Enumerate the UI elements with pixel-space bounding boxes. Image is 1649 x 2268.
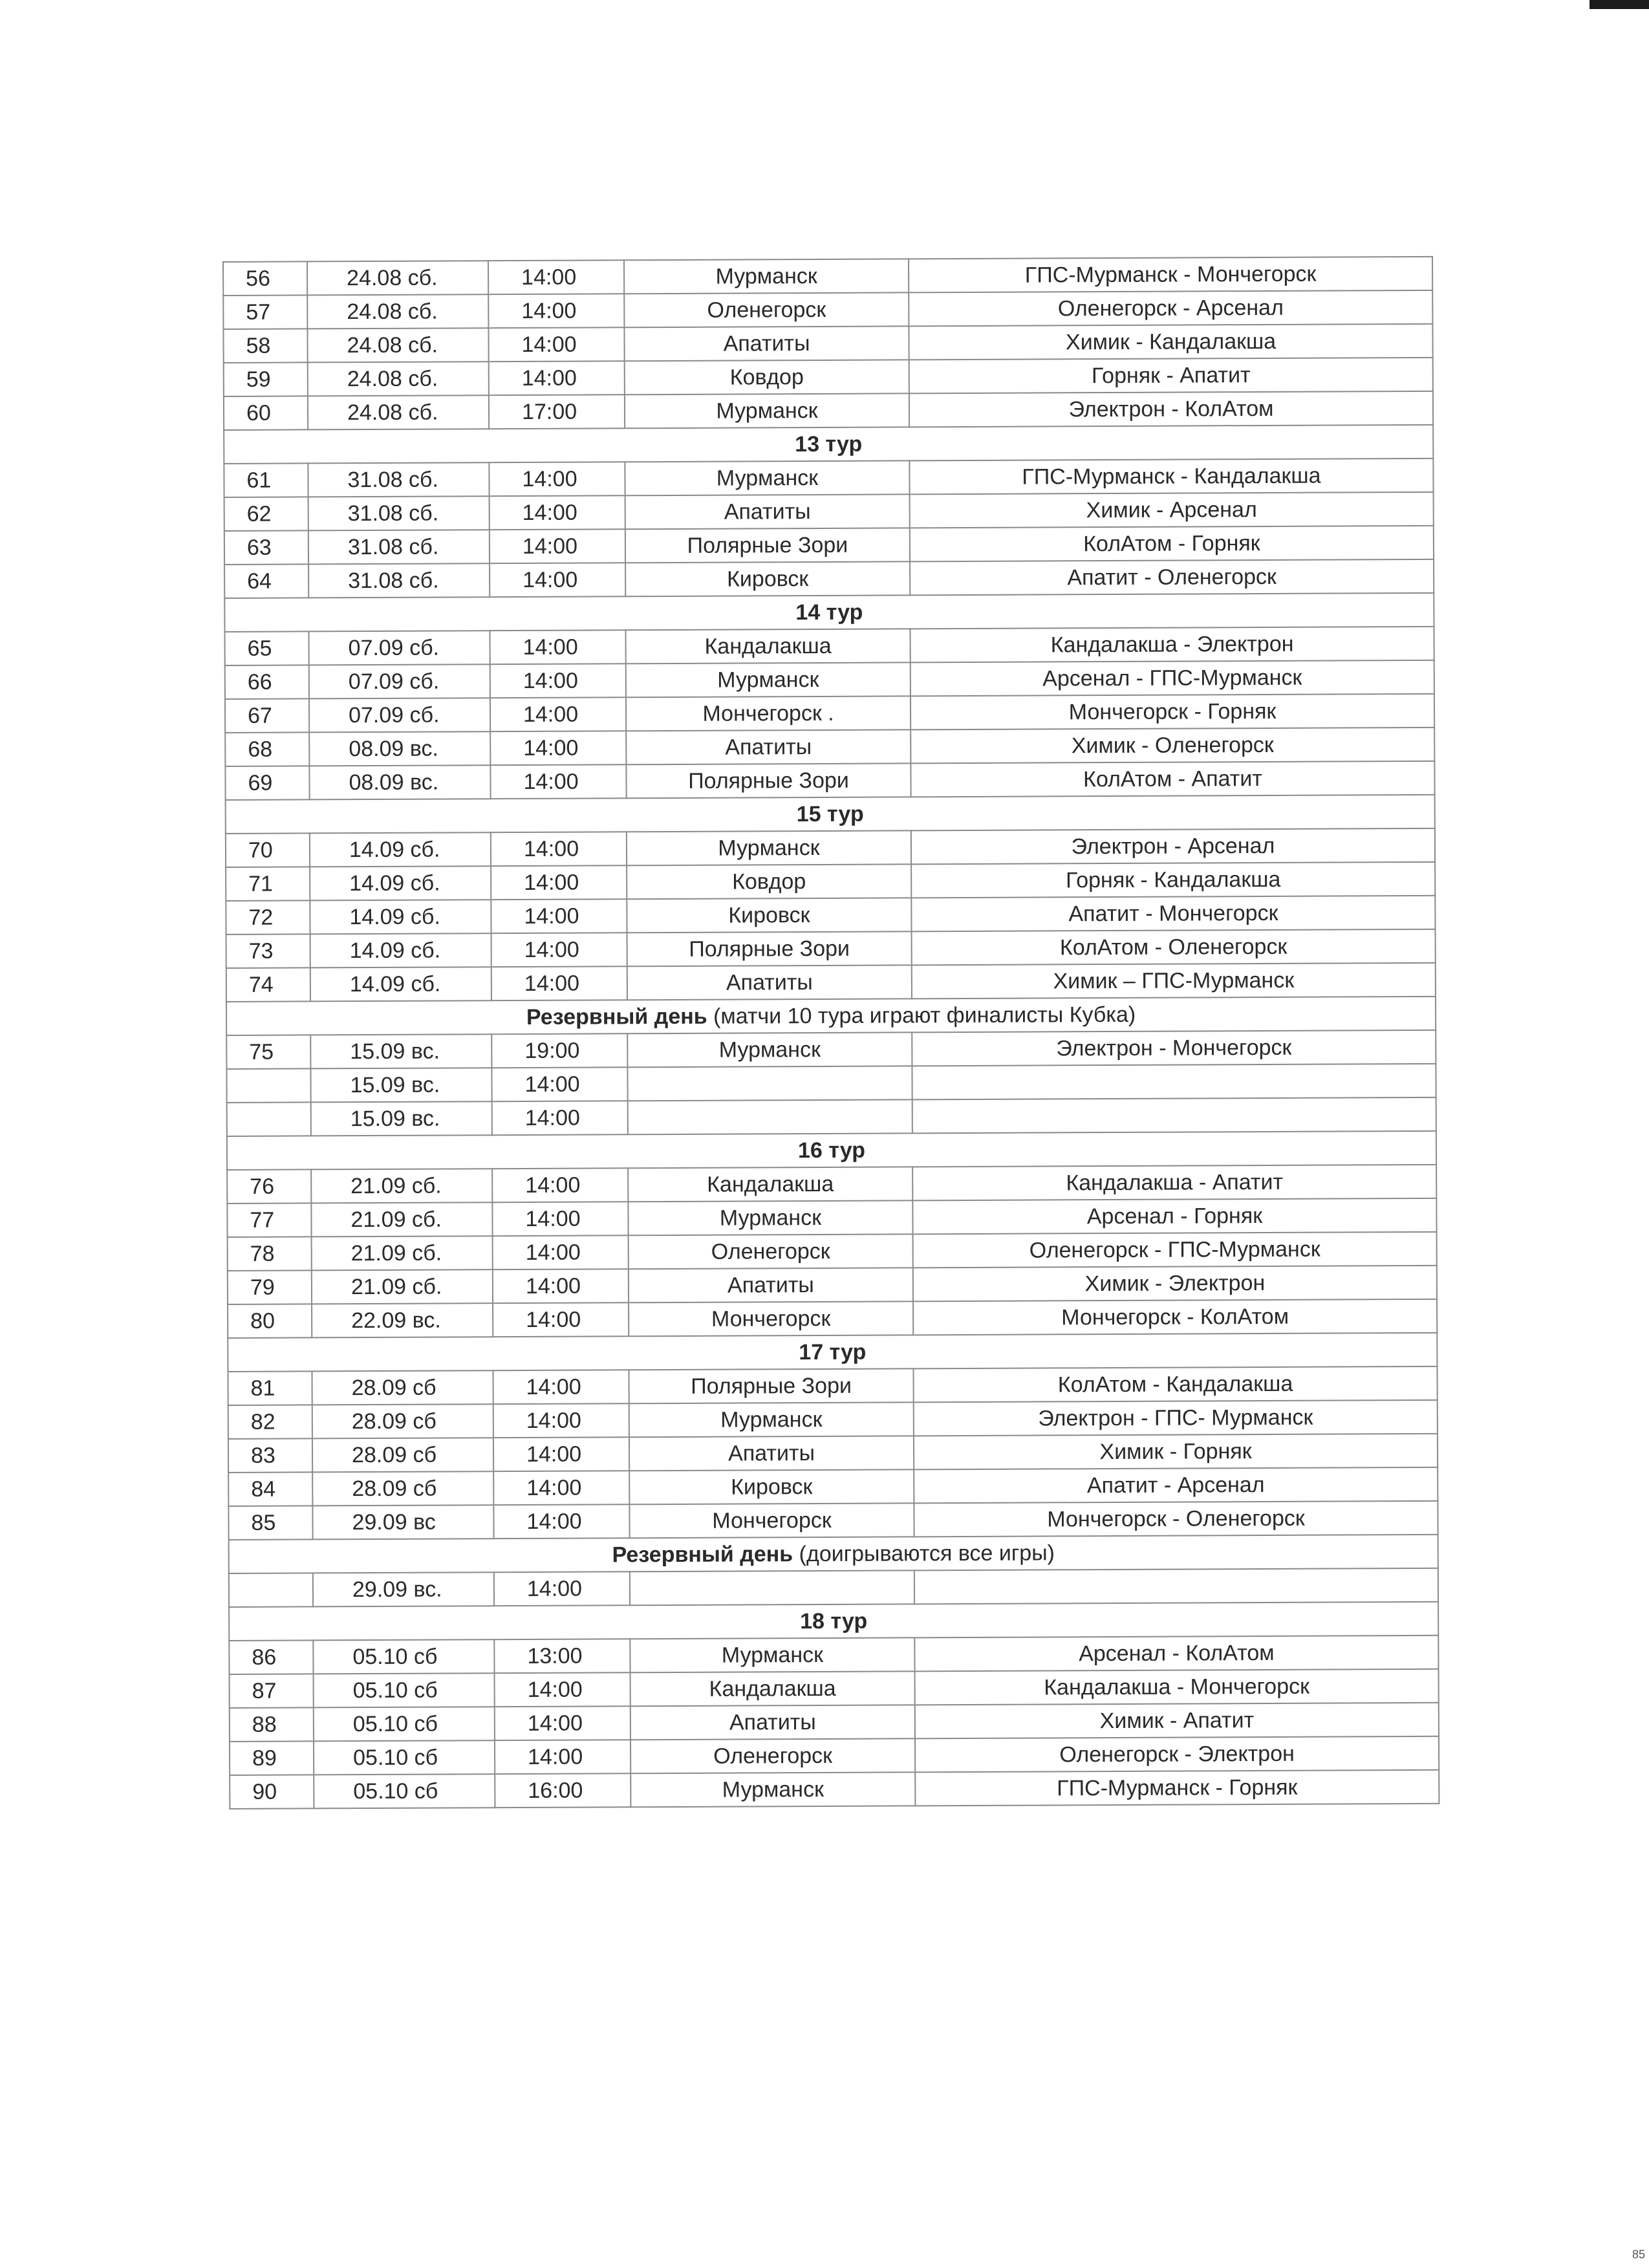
match-date: 07.09 сб.	[309, 664, 490, 698]
round-header-row	[224, 593, 1434, 632]
match-number: 89	[230, 1741, 314, 1775]
match-teams: Арсенал - КолАтом	[914, 1636, 1438, 1672]
match-teams: ГПС-Мурманск - Кандалакша	[909, 459, 1433, 495]
match-venue	[627, 1066, 912, 1101]
match-teams: Химик - Арсенал	[910, 492, 1434, 528]
match-date: 05.10 сб	[313, 1639, 494, 1674]
match-row	[225, 627, 1434, 665]
reserve-day-row	[229, 1535, 1438, 1573]
match-date: 05.10 сб	[314, 1774, 495, 1808]
match-date: 21.09 сб.	[312, 1236, 493, 1270]
match-teams: Оленегорск - ГПС-Мурманск	[913, 1232, 1437, 1268]
match-venue: Ковдор	[625, 360, 909, 394]
round-title: 17 тур	[228, 1333, 1437, 1372]
match-date: 24.08 сб.	[307, 261, 488, 295]
round-title: 16 тур	[227, 1131, 1436, 1170]
match-teams: Апатит - Оленегорск	[910, 559, 1434, 596]
match-time: 14:00	[493, 1235, 629, 1269]
match-number: 80	[228, 1304, 312, 1338]
match-teams: Горняк - Апатит	[909, 358, 1433, 394]
match-venue: Мончегорск	[629, 1503, 914, 1538]
match-time: 14:00	[490, 731, 626, 765]
match-row	[227, 1198, 1436, 1237]
match-row	[228, 1232, 1437, 1271]
match-date: 14.09 сб.	[310, 866, 491, 900]
match-number: 83	[228, 1438, 312, 1473]
match-row	[225, 728, 1434, 766]
match-teams: ГПС-Мурманск - Горняк	[915, 1770, 1439, 1806]
match-date: 21.09 сб.	[312, 1269, 493, 1304]
match-number: 81	[228, 1371, 312, 1405]
match-date: 05.10 сб	[314, 1707, 495, 1741]
match-row	[225, 694, 1434, 733]
match-row	[228, 1467, 1438, 1506]
match-row	[228, 1501, 1438, 1540]
match-venue: Ковдор	[627, 864, 911, 899]
match-teams	[912, 1064, 1436, 1100]
match-venue: Апатиты	[629, 1436, 914, 1471]
round-header-row	[227, 1131, 1436, 1170]
match-row	[224, 459, 1433, 497]
match-venue: Кировск	[629, 1469, 914, 1504]
match-date: 14.09 сб.	[310, 832, 491, 867]
match-date: 28.09 сб	[312, 1370, 493, 1405]
match-row	[226, 862, 1435, 901]
match-date: 07.09 сб.	[309, 698, 490, 732]
match-number: 73	[226, 934, 310, 968]
match-teams: Химик - Апатит	[915, 1703, 1439, 1739]
round-title: 18 тур	[229, 1602, 1438, 1641]
match-date: 29.09 вс	[312, 1505, 493, 1539]
match-time: 14:00	[493, 1269, 629, 1303]
match-number: 67	[225, 698, 309, 733]
match-number: 57	[223, 295, 307, 329]
match-row	[226, 828, 1435, 867]
match-teams: Арсенал - ГПС-Мурманск	[911, 660, 1434, 697]
match-row	[223, 257, 1432, 296]
match-teams: Электрон - КолАтом	[909, 391, 1433, 427]
match-date: 24.08 сб.	[307, 328, 488, 362]
match-row	[225, 660, 1434, 699]
match-number: 63	[224, 530, 308, 565]
round-title: 14 тур	[224, 593, 1434, 632]
match-number: 90	[230, 1775, 314, 1809]
match-number: 71	[226, 867, 310, 901]
match-date: 05.10 сб	[314, 1673, 495, 1707]
match-row	[228, 1434, 1438, 1473]
match-time: 14:00	[490, 630, 625, 664]
match-date: 22.09 вс.	[312, 1303, 493, 1337]
match-date: 15.09 вс.	[311, 1101, 492, 1136]
match-venue: Кандалакша	[628, 1167, 912, 1202]
match-teams: Мончегорск - Оленегорск	[914, 1501, 1438, 1537]
match-date: 15.09 вс.	[310, 1068, 491, 1102]
match-time: 14:00	[493, 1504, 629, 1539]
match-number	[229, 1573, 313, 1607]
match-time: 14:00	[488, 327, 624, 362]
match-row	[227, 1165, 1436, 1204]
match-venue: Апатиты	[624, 326, 909, 361]
match-teams: Химик - Электрон	[913, 1266, 1437, 1302]
match-row	[224, 391, 1433, 430]
match-venue: Апатиты	[629, 1268, 913, 1302]
match-time: 14:00	[490, 764, 626, 799]
reserve-day-description: (доигрываются все игры)	[793, 1540, 1055, 1566]
match-number: 65	[225, 631, 309, 665]
match-row	[223, 290, 1432, 329]
match-time: 14:00	[495, 1706, 630, 1740]
schedule-body	[223, 257, 1439, 1809]
match-number: 82	[228, 1405, 312, 1439]
match-venue	[630, 1570, 914, 1605]
match-time: 14:00	[489, 462, 625, 496]
schedule-sheet	[222, 256, 1438, 1809]
match-venue: Мурманск	[625, 393, 909, 428]
match-time: 14:00	[493, 1403, 629, 1438]
match-row	[226, 929, 1436, 968]
match-time: 14:00	[493, 1437, 629, 1471]
match-row	[230, 1736, 1439, 1775]
match-row	[226, 896, 1435, 934]
match-teams: КолАтом - Апатит	[911, 761, 1434, 797]
match-time: 14:00	[490, 563, 625, 597]
match-time: 14:00	[491, 865, 627, 900]
match-date: 14.09 сб.	[310, 967, 491, 1001]
match-date: 24.08 сб.	[308, 362, 489, 396]
round-header-row	[226, 795, 1435, 834]
match-venue: Мончегорск	[629, 1301, 913, 1336]
match-row	[224, 526, 1434, 565]
match-number: 69	[225, 766, 309, 800]
match-date: 28.09 сб	[312, 1438, 493, 1472]
match-venue: Кандалакша	[630, 1671, 915, 1706]
match-row	[228, 1266, 1437, 1304]
match-teams: Химик - Горняк	[914, 1434, 1438, 1470]
match-number: 78	[228, 1237, 312, 1271]
match-row	[230, 1669, 1439, 1708]
match-teams: Кандалакша - Мончегорск	[915, 1669, 1439, 1705]
match-venue: Мончегорск .	[626, 696, 911, 731]
match-row	[223, 324, 1432, 363]
match-row	[230, 1770, 1439, 1809]
round-header-row	[224, 425, 1433, 464]
match-venue: Апатиты	[630, 1705, 915, 1740]
match-venue: Мурманск	[627, 1032, 912, 1067]
match-venue: Кандалакша	[625, 629, 910, 664]
match-teams: КолАтом - Оленегорск	[912, 929, 1436, 966]
reserve-day-label: Резервный день	[612, 1541, 793, 1567]
match-teams: Апатит - Арсенал	[914, 1467, 1438, 1504]
match-time: 13:00	[494, 1639, 630, 1673]
match-date: 14.09 сб.	[310, 900, 491, 934]
match-time: 14:00	[489, 361, 625, 395]
page-number: 85	[1632, 2248, 1645, 2261]
match-date: 15.09 вс.	[310, 1034, 491, 1068]
match-time: 14:00	[492, 1101, 628, 1135]
match-time: 17:00	[489, 394, 625, 429]
match-number: 70	[226, 833, 310, 867]
match-venue: Кировск	[625, 561, 910, 596]
match-venue: Кировск	[627, 898, 911, 933]
match-row	[224, 559, 1434, 598]
match-time: 19:00	[491, 1033, 627, 1068]
reserve-day-row	[226, 997, 1436, 1035]
match-date: 05.10 сб	[314, 1740, 495, 1775]
match-date: 24.08 сб.	[307, 294, 488, 329]
match-number	[227, 1102, 311, 1136]
match-time: 14:00	[488, 294, 624, 328]
match-date: 28.09 сб	[312, 1404, 493, 1438]
match-teams: Кандалакша - Апатит	[912, 1165, 1436, 1201]
match-date: 31.08 сб.	[308, 530, 490, 564]
match-venue: Апатиты	[625, 494, 910, 529]
match-number: 62	[224, 497, 308, 531]
match-teams: Электрон - Мончегорск	[912, 1030, 1436, 1066]
match-teams: Апатит - Мончегорск	[911, 896, 1435, 932]
match-row	[226, 963, 1436, 1002]
match-number: 74	[226, 967, 310, 1002]
match-row	[226, 1064, 1436, 1103]
match-date: 28.09 сб	[312, 1471, 493, 1506]
match-row	[224, 358, 1433, 396]
match-venue: Мурманск	[625, 460, 909, 495]
match-number: 60	[224, 396, 308, 430]
match-number: 77	[227, 1203, 311, 1237]
match-number: 58	[223, 329, 307, 363]
match-teams: Оленегорск - Электрон	[915, 1736, 1439, 1773]
reserve-day-note	[226, 997, 1436, 1035]
match-venue: Мурманск	[628, 1200, 912, 1235]
match-time: 14:00	[491, 832, 627, 866]
round-title: 13 тур	[224, 425, 1433, 464]
match-teams: Арсенал - Горняк	[912, 1198, 1436, 1235]
match-number: 79	[228, 1270, 312, 1304]
match-time: 14:00	[492, 1168, 628, 1202]
match-venue: Мурманск	[624, 259, 909, 294]
match-date: 31.08 сб.	[308, 563, 490, 598]
match-row	[225, 761, 1434, 800]
match-number: 56	[223, 261, 307, 296]
match-time: 14:00	[493, 1471, 629, 1505]
match-time: 14:00	[491, 966, 627, 1000]
match-teams: Химик – ГПС-Мурманск	[912, 963, 1436, 999]
match-number	[226, 1068, 310, 1103]
match-date: 31.08 сб.	[308, 496, 490, 530]
match-number: 88	[230, 1707, 314, 1742]
match-teams: КолАтом - Кандалакша	[913, 1366, 1437, 1403]
match-time: 14:00	[493, 1302, 629, 1337]
match-row	[228, 1400, 1438, 1439]
match-teams: Оленегорск - Арсенал	[909, 290, 1432, 327]
match-number: 85	[228, 1506, 312, 1540]
match-row	[227, 1097, 1436, 1136]
match-date: 07.09 сб.	[308, 631, 490, 665]
match-date: 24.08 сб.	[308, 395, 489, 429]
match-teams: КолАтом - Горняк	[910, 526, 1434, 562]
match-row	[224, 492, 1434, 531]
match-teams: Электрон - Арсенал	[911, 828, 1435, 865]
match-teams: Мончегорск - КолАтом	[913, 1299, 1437, 1335]
match-time: 14:00	[490, 697, 626, 731]
match-time: 14:00	[492, 1202, 628, 1236]
schedule-table	[222, 256, 1439, 1809]
match-venue: Полярные Зори	[626, 763, 911, 798]
match-teams	[914, 1568, 1438, 1604]
match-date: 21.09 сб.	[311, 1202, 492, 1237]
match-venue: Оленегорск	[624, 292, 909, 327]
match-date: 29.09 вс.	[313, 1572, 494, 1606]
match-time: 14:00	[491, 933, 627, 967]
match-time: 14:00	[495, 1672, 630, 1707]
match-number: 64	[224, 564, 308, 598]
match-venue: Мурманск	[627, 830, 911, 865]
match-number: 68	[225, 732, 309, 766]
match-row	[226, 1030, 1436, 1069]
match-date: 21.09 сб.	[311, 1169, 492, 1203]
match-time: 14:00	[490, 495, 625, 530]
match-date: 14.09 сб.	[310, 933, 491, 967]
reserve-day-note	[229, 1535, 1438, 1573]
round-header-row	[229, 1602, 1438, 1641]
match-venue: Мурманск	[630, 1637, 914, 1672]
match-number: 86	[229, 1640, 313, 1674]
match-venue: Апатиты	[627, 965, 912, 1000]
reserve-day-description: (матчи 10 тура играют финалисты Кубка)	[707, 1002, 1136, 1029]
match-venue	[628, 1099, 912, 1134]
match-teams: Кандалакша - Электрон	[910, 627, 1434, 663]
match-teams: Мончегорск - Горняк	[911, 694, 1434, 730]
match-number: 76	[227, 1169, 311, 1204]
match-date: 31.08 сб.	[308, 462, 489, 497]
match-row	[228, 1366, 1437, 1405]
match-teams: Электрон - ГПС- Мурманск	[914, 1400, 1438, 1436]
match-venue: Мурманск	[626, 662, 911, 697]
reserve-day-label: Резервный день	[526, 1004, 707, 1030]
match-number: 72	[226, 900, 310, 934]
match-row	[228, 1299, 1437, 1338]
match-venue: Апатиты	[626, 729, 911, 764]
match-time: 14:00	[488, 260, 624, 294]
match-time: 14:00	[490, 664, 626, 698]
round-header-row	[228, 1333, 1437, 1372]
match-time: 14:00	[494, 1571, 630, 1606]
match-venue: Оленегорск	[630, 1738, 915, 1773]
match-number: 84	[228, 1472, 312, 1506]
match-teams: Химик - Кандалакша	[909, 324, 1432, 360]
match-time: 16:00	[495, 1773, 630, 1808]
match-venue: Мурманск	[629, 1402, 914, 1437]
scan-corner-mark	[1590, 0, 1649, 9]
match-venue: Полярные Зори	[627, 931, 912, 966]
match-time: 14:00	[491, 1067, 627, 1101]
match-number: 59	[224, 362, 308, 396]
match-venue: Мурманск	[630, 1772, 915, 1807]
match-date: 08.09 вс.	[309, 765, 490, 799]
match-venue: Полярные Зори	[625, 528, 910, 563]
match-date: 08.09 вс.	[309, 731, 490, 766]
match-time: 14:00	[493, 1370, 629, 1404]
match-teams: Химик - Оленегорск	[911, 728, 1434, 764]
match-venue: Полярные Зори	[629, 1368, 913, 1403]
match-venue: Оленегорск	[629, 1234, 913, 1269]
match-time: 14:00	[491, 899, 627, 933]
match-number: 66	[225, 665, 309, 699]
round-title: 15 тур	[226, 795, 1435, 834]
match-number: 75	[226, 1035, 310, 1069]
match-number: 87	[230, 1674, 314, 1708]
match-teams: ГПС-Мурманск - Мончегорск	[909, 257, 1432, 293]
match-teams: Горняк - Кандалакша	[911, 862, 1435, 898]
match-time: 14:00	[495, 1740, 630, 1774]
match-row	[230, 1703, 1439, 1742]
match-number: 61	[224, 463, 308, 497]
match-teams	[912, 1097, 1436, 1134]
match-time: 14:00	[490, 529, 625, 563]
match-row	[229, 1568, 1438, 1607]
match-row	[229, 1636, 1438, 1674]
